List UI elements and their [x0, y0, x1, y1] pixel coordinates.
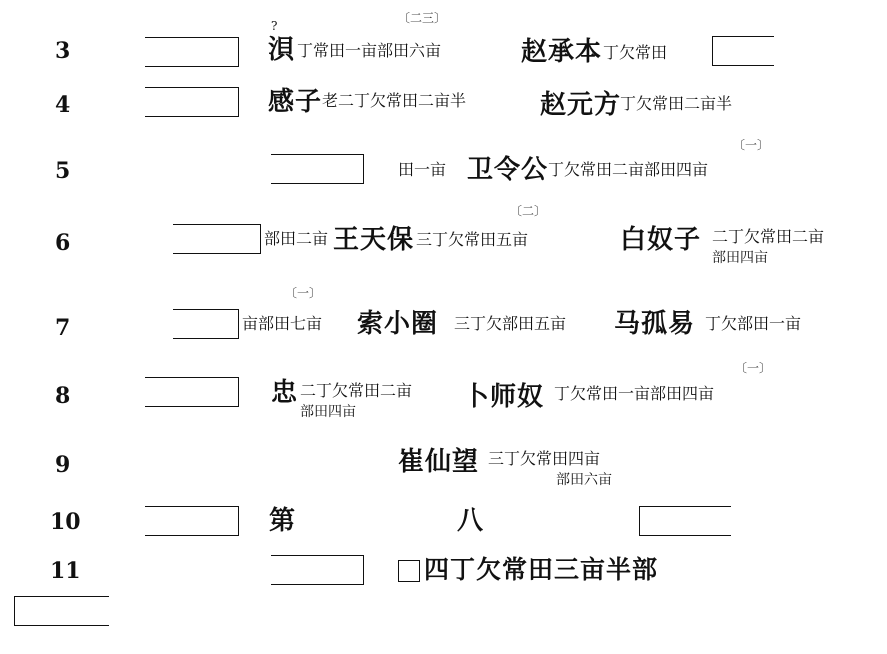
lacuna-mark [712, 36, 774, 66]
lacuna-mark [639, 506, 731, 536]
annotation-note: 〔二〕 [510, 204, 547, 218]
household-entry: 田一亩 [398, 160, 447, 179]
household-entry: 丁欠常田二亩部田四亩 [548, 160, 709, 179]
lacuna-mark [271, 154, 364, 184]
household-entry: 三丁欠部田五亩 [454, 314, 567, 333]
line-number: 3 [55, 38, 71, 64]
line-number: 8 [55, 383, 71, 409]
household-entry: 丁欠常田一亩部田四亩 [554, 384, 715, 403]
person-name: 白奴子 [620, 225, 702, 255]
household-entry: 亩部田七亩 [242, 314, 323, 333]
section-marker: 八 [457, 506, 485, 536]
line-number: 7 [55, 315, 71, 341]
person-name: 崔仙望 [398, 447, 480, 477]
line-number: 4 [55, 92, 71, 118]
lacuna-mark [14, 596, 109, 626]
person-name: 卫令公 [467, 155, 549, 185]
household-entry: 二丁欠常田二亩 [712, 227, 825, 246]
household-entry: 老二丁欠常田二亩半 [322, 91, 467, 110]
person-name: 忠 [271, 378, 299, 408]
household-entry: 部田二亩 [264, 229, 329, 248]
household-entry: 丁欠部田一亩 [705, 314, 802, 333]
lacuna-mark [173, 224, 261, 254]
person-name: 王天保 [333, 225, 415, 255]
household-entry-sub: 部田四亩 [712, 250, 768, 266]
lacuna-mark [145, 87, 239, 117]
household-entry-sub: 部田四亩 [300, 404, 356, 420]
person-name: 索小圈 [357, 309, 439, 339]
section-marker: 第 [269, 506, 297, 536]
household-entry: 三丁欠常田五亩 [416, 230, 529, 249]
annotation-note: 〔二三〕 [398, 11, 447, 25]
line-number: 11 [50, 558, 81, 584]
line-number: 9 [55, 452, 71, 478]
lacuna-mark [145, 37, 239, 67]
missing-character-box [398, 560, 420, 582]
lacuna-mark [173, 309, 239, 339]
household-entry: 丁欠常田二亩半 [620, 94, 733, 113]
annotation-note: ? [271, 19, 278, 33]
person-name: 浿 [268, 35, 296, 65]
person-name: 赵元方 [540, 90, 622, 120]
annotation-note: 〔一〕 [733, 138, 770, 152]
person-name: 感子 [268, 87, 323, 117]
household-entry-sub: 部田六亩 [556, 472, 612, 488]
lacuna-mark [145, 506, 239, 536]
lacuna-mark [145, 377, 239, 407]
person-name: 赵承本 [521, 37, 603, 67]
household-entry: 四丁欠常田三亩半部 [424, 555, 659, 584]
person-name: 卜师奴 [463, 382, 545, 412]
lacuna-mark [271, 555, 364, 585]
household-entry: 三丁欠常田四亩 [488, 449, 601, 468]
annotation-note: 〔一〕 [285, 286, 322, 300]
household-entry: 二丁欠常田二亩 [300, 381, 413, 400]
person-name: 马孤易 [614, 309, 696, 339]
line-number: 6 [55, 230, 71, 256]
annotation-note: 〔一〕 [735, 361, 772, 375]
household-entry: 丁常田一亩部田六亩 [297, 41, 442, 60]
line-number: 5 [55, 158, 71, 184]
line-number: 10 [50, 509, 81, 535]
household-entry: 丁欠常田 [603, 43, 668, 62]
